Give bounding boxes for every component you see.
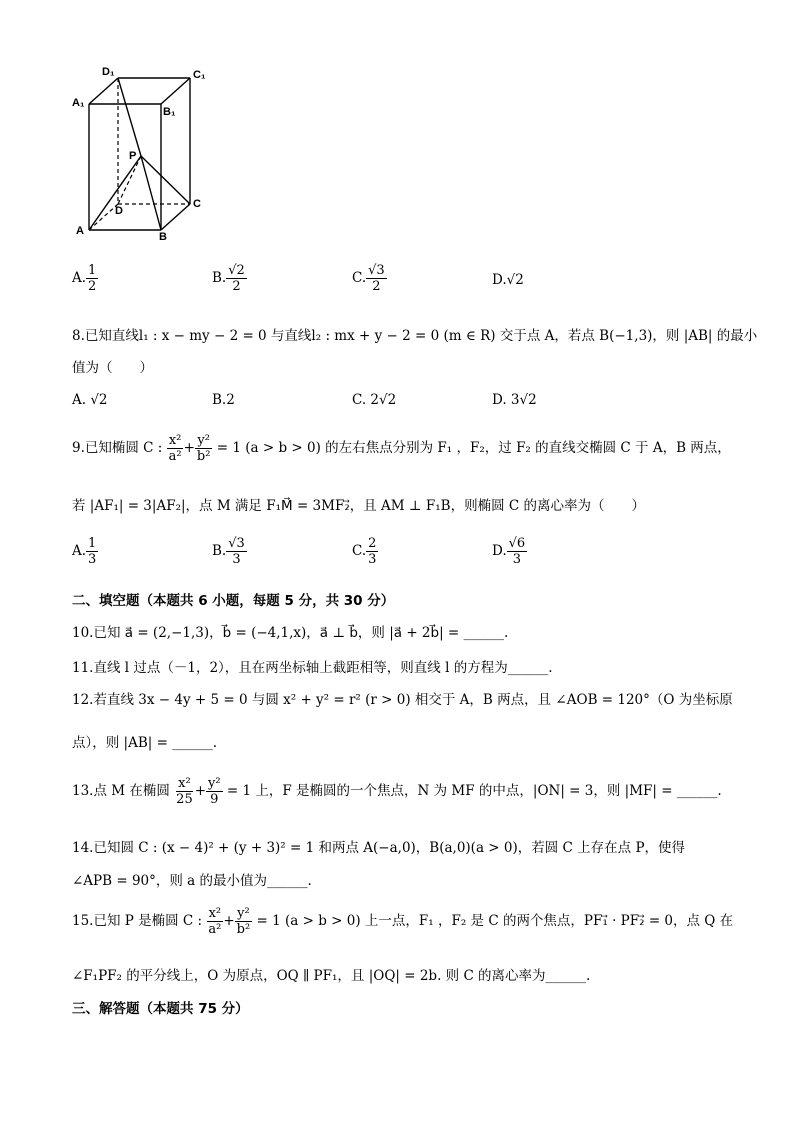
q11: 11.直线 l 过点（－1，2），且在两坐标轴上截距相等，则直线 l 的方程为______. (72, 660, 553, 676)
label-D1: D₁ (102, 66, 115, 78)
q9-option-c: C. $\frac{2}{3}$ (352, 536, 377, 567)
q13: 13.点 M 在椭圆 $\frac{\text{x²}}{25}$ + $\frac{\text{y²}}{9}$ = 1 上，F 是椭圆的一个焦点，N 为 MF 的中点，|ON| = 3，则 |MF| = ______. (72, 776, 722, 807)
label-C: C (193, 198, 201, 210)
q7-option-c: C. $\frac{√3}{2}$ (352, 263, 385, 294)
label-A1: A₁ (72, 97, 85, 109)
q8-option-d: D. 3√2 (492, 392, 537, 408)
q12-line2: 点），则 |AB| = ______. (72, 735, 217, 751)
q14-line2: ∠APB = 90°，则 a 的最小值为______. (72, 873, 312, 889)
q8-line1: 8.已知直线l₁ : x − my − 2 = 0 与直线l₂ : mx + y − 2 = 0 (m ∈ R) 交于点 A，若点 B(−1,3)，则 |AB| 的最小 (72, 328, 758, 344)
prism-diagram (72, 64, 222, 242)
q8-option-b: B.2 (212, 392, 235, 408)
label-B: B (159, 231, 167, 243)
q15-line2: ∠F₁PF₂ 的平分线上，O 为原点，OQ ∥ PF₁，且 |OQ| = 2b. 则 C 的离心率为______. (72, 968, 591, 984)
prism-figure (72, 64, 222, 242)
q10: 10.已知 a⃗ = (2,−1,3)，b⃗ = (−4,1,x)，a⃗ ⊥ b⃗，则 |a⃗ + 2b⃗| = ______. (72, 625, 509, 641)
q9-line1: 9.已知椭圆 C : $\frac{\text{x²}}{\text{a²}}$ + $\frac{\text{y²}}{\text{b²}}$ = 1 (a > b > 0) 的左右焦点分别为 F₁ ，F₂，过 F₂ 的直线交椭圆 C 于 A，B 两点， (72, 433, 731, 464)
section-fill-in-heading: 二、填空题（本题共 6 小题，每题 5 分，共 30 分） (72, 593, 395, 609)
q9-line2: 若 |AF₁| = 3|AF₂|，点 M 满足 F₁M⃗ = 3MF₂⃗，且 AM ⊥ F₁B，则椭圆 C 的离心率为（ ） (72, 498, 645, 514)
q7-option-b: B. $\frac{√2}{2}$ (212, 263, 245, 294)
label-P: P (129, 150, 137, 162)
label-A: A (76, 225, 84, 237)
q7-option-a: A. $\frac{1}{2}$ (72, 263, 97, 294)
label-D: D (115, 205, 123, 217)
q9-option-b: B. $\frac{√3}{3}$ (212, 536, 245, 567)
q9-option-a: A. $\frac{1}{3}$ (72, 536, 97, 567)
q7-option-d: D.√2 (492, 272, 524, 288)
section-answer-heading: 三、解答题（本题共 75 分） (72, 1001, 249, 1017)
label-C1: C₁ (193, 69, 206, 81)
q9-option-d: D. $\frac{√6}{3}$ (492, 536, 526, 567)
q15-line1: 15.已知 P 是椭圆 C : $\frac{\text{x²}}{\text{a²}}$ + $\frac{\text{y²}}{\text{b²}}$ = 1 (a > b > 0) 上一点，F₁ ，F₂ 是 C 的两个焦点，PF₁⃗ · PF₂⃗ = 0，点 Q 在 (72, 906, 734, 937)
q8-line2: 值为（ ） (72, 360, 153, 376)
label-B1: B₁ (163, 106, 176, 118)
q14-line1: 14.已知圆 C : (x − 4)² + (y + 3)² = 1 和两点 A(−a,0)，B(a,0)(a > 0)，若圆 C 上存在点 P，使得 (72, 840, 686, 856)
q8-option-a: A. √2 (72, 392, 108, 408)
q8-option-c: C. 2√2 (352, 392, 397, 408)
q12-line1: 12.若直线 3x − 4y + 5 = 0 与圆 x² + y² = r² (r > 0) 相交于 A，B 两点，且 ∠AOB = 120°（O 为坐标原 (72, 692, 733, 708)
